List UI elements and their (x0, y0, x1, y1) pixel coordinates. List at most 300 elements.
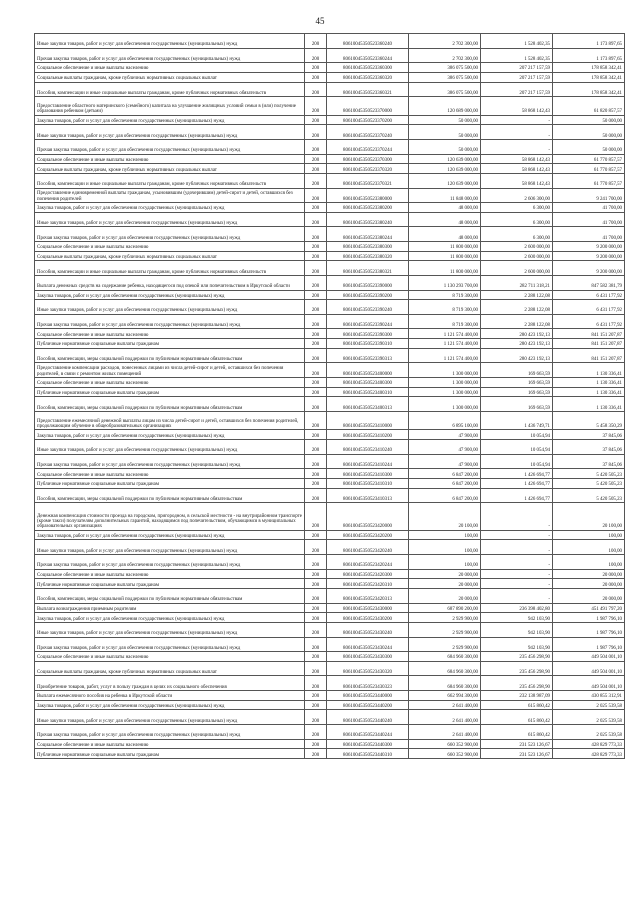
row-classification-code: 80610045350523410244 (327, 454, 409, 469)
row-line-code: 200 (305, 430, 327, 440)
row-unexecuted-amount: 449 504 001,10 (553, 676, 625, 691)
row-name: Выплата вознаграждения приемным родителям (35, 603, 305, 613)
row-executed-amount: 236 398 402,80 (481, 603, 553, 613)
table-row (35, 203, 625, 213)
row-name: Публичные нормативные социальные выплаты гражданам (35, 479, 305, 489)
row-approved-amount: 6 847 200,00 (409, 488, 481, 503)
row-name: Публичные нормативные социальные выплаты гражданам (35, 749, 305, 759)
row-name: Социальное обеспечение и иные выплаты населению (35, 329, 305, 339)
row-classification-code: 80610045350523370200 (327, 115, 409, 125)
row-classification-code: 80610045350523420000 (327, 503, 409, 531)
row-line-code: 200 (305, 251, 327, 261)
row-approved-amount: 48 000,00 (409, 212, 481, 227)
row-unexecuted-amount: 1 987 796,10 (553, 613, 625, 623)
row-approved-amount: 1 121 574 400,00 (409, 339, 481, 349)
row-unexecuted-amount: 2 025 539,58 (553, 710, 625, 725)
row-classification-code: 80610045350523440240 (327, 710, 409, 725)
row-executed-amount: 615 860,42 (481, 725, 553, 740)
row-executed-amount: 169 663,59 (481, 363, 553, 378)
row-name: Закупка товаров, работ и услуг для обеспечения государственных (муниципальных) нужд (35, 700, 305, 710)
table-row (35, 676, 625, 691)
row-line-code: 200 (305, 710, 327, 725)
table-row (35, 637, 625, 652)
table-row (35, 154, 625, 164)
row-line-code: 200 (305, 454, 327, 469)
row-classification-code: 80610045350523370321 (327, 173, 409, 188)
row-unexecuted-amount: 61 770 857,57 (553, 154, 625, 164)
row-classification-code: 80610045350523420300 (327, 569, 409, 579)
row-approved-amount: 2 641 400,00 (409, 700, 481, 710)
row-line-code: 200 (305, 397, 327, 412)
row-name: Закупка товаров, работ и услуг для обеспечения государственных (муниципальных) нужд (35, 115, 305, 125)
row-unexecuted-amount: 20 000,00 (553, 579, 625, 589)
row-executed-amount: 280 423 192,13 (481, 329, 553, 339)
row-classification-code: 80610045350523390313 (327, 348, 409, 363)
row-unexecuted-amount: 61 770 857,57 (553, 164, 625, 174)
row-classification-code: 80610045350523430323 (327, 676, 409, 691)
row-approved-amount: 8 719 300,00 (409, 290, 481, 300)
row-executed-amount: 6 300,00 (481, 212, 553, 227)
row-line-code: 200 (305, 154, 327, 164)
row-classification-code: 80610045350523380240 (327, 212, 409, 227)
row-approved-amount: 687 890 200,00 (409, 603, 481, 613)
row-name: Прочая закупка товаров, работ и услуг для обеспечения государственных (муниципальных) нужд (35, 555, 305, 570)
row-executed-amount: 1 426 694,77 (481, 479, 553, 489)
row-name: Социальное обеспечение и иные выплаты населению (35, 63, 305, 73)
row-unexecuted-amount: 100,00 (553, 555, 625, 570)
row-classification-code: 80610045350523380321 (327, 261, 409, 276)
table-row (35, 691, 625, 701)
row-classification-code: 80610045350523440244 (327, 725, 409, 740)
row-executed-amount: 231 523 126,67 (481, 739, 553, 749)
row-line-code: 200 (305, 652, 327, 662)
table-row (35, 227, 625, 242)
row-line-code: 200 (305, 314, 327, 329)
row-executed-amount: 1 426 694,77 (481, 469, 553, 479)
row-approved-amount: 2 641 400,00 (409, 725, 481, 740)
row-executed-amount: 2 288 122,08 (481, 290, 553, 300)
row-classification-code: 80610045350523430300 (327, 652, 409, 662)
row-approved-amount: 100,00 (409, 555, 481, 570)
table-body (35, 34, 625, 759)
row-unexecuted-amount: 9 200 000,00 (553, 261, 625, 276)
row-classification-code: 80610045350523360244 (327, 48, 409, 63)
row-unexecuted-amount: 178 858 342,41 (553, 72, 625, 82)
table-row (35, 555, 625, 570)
row-executed-amount: - (481, 569, 553, 579)
row-unexecuted-amount: 100,00 (553, 540, 625, 555)
row-line-code: 200 (305, 203, 327, 213)
row-classification-code: 80610045350523360240 (327, 34, 409, 49)
row-approved-amount: 20 000,00 (409, 589, 481, 604)
row-approved-amount: 1 300 000,00 (409, 397, 481, 412)
row-approved-amount: 47 900,00 (409, 440, 481, 455)
row-line-code: 200 (305, 440, 327, 455)
row-executed-amount: 280 423 192,13 (481, 339, 553, 349)
row-classification-code: 80610045350523380320 (327, 251, 409, 261)
row-executed-amount: 169 663,59 (481, 377, 553, 387)
row-unexecuted-amount: 841 151 207,87 (553, 348, 625, 363)
table-row (35, 363, 625, 378)
row-classification-code: 80610045350523390240 (327, 300, 409, 315)
row-unexecuted-amount: 6 431 177,92 (553, 290, 625, 300)
row-executed-amount: 280 423 192,13 (481, 348, 553, 363)
row-unexecuted-amount: 1 130 336,41 (553, 397, 625, 412)
row-unexecuted-amount: 100,00 (553, 530, 625, 540)
table-row (35, 212, 625, 227)
row-executed-amount: 6 300,00 (481, 227, 553, 242)
row-line-code: 200 (305, 569, 327, 579)
row-unexecuted-amount: 6 431 177,92 (553, 300, 625, 315)
row-executed-amount: 58 868 142,43 (481, 154, 553, 164)
row-approved-amount: 20 100,00 (409, 503, 481, 531)
row-classification-code: 80610045350523420200 (327, 530, 409, 540)
row-name: Пособия, компенсации и иные социальные выплаты гражданам, кроме публичных нормативных обязательств (35, 261, 305, 276)
row-approved-amount: 100,00 (409, 540, 481, 555)
table-row (35, 540, 625, 555)
page-number: 45 (315, 16, 325, 26)
row-unexecuted-amount: 449 504 001,10 (553, 652, 625, 662)
row-line-code: 200 (305, 377, 327, 387)
row-unexecuted-amount: 1 130 336,41 (553, 387, 625, 397)
row-line-code: 200 (305, 579, 327, 589)
row-name: Публичные нормативные социальные выплаты гражданам (35, 579, 305, 589)
table-row (35, 652, 625, 662)
table-row (35, 397, 625, 412)
row-classification-code: 80610045350523420310 (327, 579, 409, 589)
row-executed-amount: - (481, 125, 553, 140)
table-row (35, 613, 625, 623)
row-name: Социальное обеспечение и иные выплаты населению (35, 569, 305, 579)
row-name: Иные закупки товаров, работ и услуг для обеспечения государственных (муниципальных) нужд (35, 34, 305, 49)
row-approved-amount: 2 641 400,00 (409, 710, 481, 725)
row-approved-amount: 2 702 300,00 (409, 48, 481, 63)
row-approved-amount: 684 960 300,00 (409, 661, 481, 676)
row-classification-code: 80610045350523370244 (327, 139, 409, 154)
row-name: Прочая закупка товаров, работ и услуг для обеспечения государственных (муниципальных) нужд (35, 139, 305, 154)
row-approved-amount: 50 000,00 (409, 125, 481, 140)
row-line-code: 200 (305, 749, 327, 759)
row-name: Пособия, компенсации и иные социальные выплаты гражданам, кроме публичных нормативных обязательств (35, 82, 305, 97)
row-approved-amount: 11 800 000,00 (409, 261, 481, 276)
row-executed-amount: 2 600 000,00 (481, 241, 553, 251)
budget-execution-table (34, 33, 625, 759)
row-approved-amount: 6 895 100,00 (409, 411, 481, 430)
row-approved-amount: 11 800 000,00 (409, 241, 481, 251)
row-classification-code: 80610045350523400300 (327, 377, 409, 387)
row-unexecuted-amount: 9 200 000,00 (553, 241, 625, 251)
table-row (35, 261, 625, 276)
row-executed-amount: 235 456 298,90 (481, 661, 553, 676)
row-line-code: 200 (305, 488, 327, 503)
table-row (35, 63, 625, 73)
row-executed-amount: 58 868 142,43 (481, 97, 553, 116)
row-name: Иные закупки товаров, работ и услуг для обеспечения государственных (муниципальных) нужд (35, 710, 305, 725)
row-unexecuted-amount: 1 987 796,10 (553, 623, 625, 638)
row-line-code: 200 (305, 503, 327, 531)
row-name: Социальные выплаты гражданам, кроме публичных нормативных социальных выплат (35, 661, 305, 676)
row-line-code: 200 (305, 173, 327, 188)
row-classification-code: 80610045350523360321 (327, 82, 409, 97)
row-unexecuted-amount: 50 000,00 (553, 115, 625, 125)
row-approved-amount: 120 639 000,00 (409, 154, 481, 164)
row-approved-amount: 1 300 000,00 (409, 363, 481, 378)
row-unexecuted-amount: 5 420 505,23 (553, 469, 625, 479)
table-row (35, 579, 625, 589)
row-name: Выплата денежных средств на содержание ребенка, находящегося под опекой или попечительством в Иркутской области (35, 275, 305, 290)
row-classification-code: 80610045350523440000 (327, 691, 409, 701)
table-row (35, 300, 625, 315)
row-unexecuted-amount: 41 700,00 (553, 203, 625, 213)
row-name: Денежная компенсация стоимости проезда на городском, пригородном, в сельской местности - на внутрирайонном транспорте (кроме такси) получателям дополнительных гарантий, находящимся под попечительством, обучающимся в муниципальных образовательных организациях (35, 503, 305, 531)
row-name: Прочая закупка товаров, работ и услуг для обеспечения государственных (муниципальных) нужд (35, 48, 305, 63)
table-row (35, 97, 625, 116)
row-executed-amount: 169 663,59 (481, 397, 553, 412)
row-executed-amount: - (481, 589, 553, 604)
row-line-code: 200 (305, 603, 327, 613)
row-name: Пособия, компенсации, меры социальной поддержки по публичным нормативным обязательствам (35, 397, 305, 412)
row-classification-code: 80610045350523430240 (327, 623, 409, 638)
row-unexecuted-amount: 41 700,00 (553, 212, 625, 227)
row-line-code: 200 (305, 212, 327, 227)
row-classification-code: 80610045350523420313 (327, 589, 409, 604)
row-name: Иные закупки товаров, работ и услуг для обеспечения государственных (муниципальных) нужд (35, 440, 305, 455)
table-row (35, 139, 625, 154)
row-name: Социальное обеспечение и иные выплаты населению (35, 469, 305, 479)
row-approved-amount: 11 848 000,00 (409, 188, 481, 203)
row-classification-code: 80610045350523360300 (327, 63, 409, 73)
table-row (35, 173, 625, 188)
row-approved-amount: 684 960 300,00 (409, 652, 481, 662)
row-line-code: 200 (305, 241, 327, 251)
row-line-code: 200 (305, 348, 327, 363)
row-name: Закупка товаров, работ и услуг для обеспечения государственных (муниципальных) нужд (35, 430, 305, 440)
row-approved-amount: 50 000,00 (409, 139, 481, 154)
row-classification-code: 80610045350523400313 (327, 397, 409, 412)
row-approved-amount: 1 121 574 400,00 (409, 348, 481, 363)
row-executed-amount: 1 436 749,71 (481, 411, 553, 430)
row-unexecuted-amount: 37 845,06 (553, 430, 625, 440)
row-classification-code: 80610045350523390200 (327, 290, 409, 300)
row-executed-amount: - (481, 115, 553, 125)
row-name: Социальные выплаты гражданам, кроме публичных нормативных социальных выплат (35, 72, 305, 82)
row-classification-code: 80610045350523370300 (327, 154, 409, 164)
table-row (35, 739, 625, 749)
table-row (35, 241, 625, 251)
row-line-code: 200 (305, 661, 327, 676)
row-line-code: 200 (305, 300, 327, 315)
row-classification-code: 80610045350523390300 (327, 329, 409, 339)
row-line-code: 200 (305, 691, 327, 701)
row-unexecuted-amount: 61 770 857,57 (553, 173, 625, 188)
row-name: Пособия, компенсации, меры социальной поддержки по публичным нормативным обязательствам (35, 348, 305, 363)
table-row (35, 188, 625, 203)
row-name: Прочая закупка товаров, работ и услуг для обеспечения государственных (муниципальных) нужд (35, 454, 305, 469)
row-name: Приобретение товаров, работ, услуг в пользу граждан в целях их социального обеспечения (35, 676, 305, 691)
row-executed-amount: 2 600 000,00 (481, 261, 553, 276)
row-executed-amount: 207 217 157,59 (481, 72, 553, 82)
row-approved-amount: 8 719 300,00 (409, 300, 481, 315)
row-executed-amount: - (481, 555, 553, 570)
row-executed-amount: 207 217 157,59 (481, 63, 553, 73)
table-row (35, 661, 625, 676)
row-unexecuted-amount: 428 829 773,33 (553, 739, 625, 749)
row-line-code: 200 (305, 613, 327, 623)
row-line-code: 200 (305, 700, 327, 710)
row-classification-code: 80610045350523390000 (327, 275, 409, 290)
row-name: Выплата ежемесячного пособия на ребенка в Иркутской области (35, 691, 305, 701)
row-approved-amount: 48 000,00 (409, 203, 481, 213)
row-unexecuted-amount: 5 420 505,23 (553, 488, 625, 503)
row-line-code: 200 (305, 125, 327, 140)
row-line-code: 200 (305, 329, 327, 339)
table-row (35, 488, 625, 503)
row-name: Пособия, компенсации и иные социальные выплаты гражданам, кроме публичных нормативных обязательств (35, 173, 305, 188)
row-classification-code: 80610045350523380000 (327, 188, 409, 203)
table-row (35, 387, 625, 397)
row-line-code: 200 (305, 339, 327, 349)
row-unexecuted-amount: 1 130 336,41 (553, 363, 625, 378)
row-classification-code: 80610045350523440300 (327, 739, 409, 749)
row-approved-amount: 662 994 300,00 (409, 691, 481, 701)
row-line-code: 200 (305, 82, 327, 97)
row-executed-amount: 282 711 318,21 (481, 275, 553, 290)
row-executed-amount: 615 860,42 (481, 700, 553, 710)
table-row (35, 569, 625, 579)
table-row (35, 700, 625, 710)
row-unexecuted-amount: 50 000,00 (553, 139, 625, 154)
row-classification-code: 80610045350523360320 (327, 72, 409, 82)
row-approved-amount: 2 929 900,00 (409, 613, 481, 623)
row-line-code: 200 (305, 275, 327, 290)
row-unexecuted-amount: 50 000,00 (553, 125, 625, 140)
row-line-code: 200 (305, 469, 327, 479)
row-line-code: 200 (305, 530, 327, 540)
row-executed-amount: 58 868 142,43 (481, 173, 553, 188)
row-unexecuted-amount: 1 173 897,65 (553, 34, 625, 49)
row-approved-amount: 2 702 300,00 (409, 34, 481, 49)
row-classification-code: 80610045350523410000 (327, 411, 409, 430)
row-name: Иные закупки товаров, работ и услуг для обеспечения государственных (муниципальных) нужд (35, 623, 305, 638)
row-line-code: 200 (305, 290, 327, 300)
table-row (35, 115, 625, 125)
row-classification-code: 80610045350523440310 (327, 749, 409, 759)
table-row (35, 710, 625, 725)
row-classification-code: 80610045350523420244 (327, 555, 409, 570)
row-classification-code: 80610045350523430000 (327, 603, 409, 613)
row-approved-amount: 100,00 (409, 530, 481, 540)
row-line-code: 200 (305, 188, 327, 203)
row-name: Социальные выплаты гражданам, кроме публичных нормативных социальных выплат (35, 164, 305, 174)
row-name: Социальное обеспечение и иные выплаты населению (35, 739, 305, 749)
row-approved-amount: 48 000,00 (409, 227, 481, 242)
row-name: Прочая закупка товаров, работ и услуг для обеспечения государственных (муниципальных) нужд (35, 314, 305, 329)
row-name: Предоставление единовременной выплаты гражданам, усыновившим (удочерившим) детей-сирот и детей, оставшихся без попечения родителей (35, 188, 305, 203)
row-name: Пособия, компенсации, меры социальной поддержки по публичным нормативным обязательствам (35, 488, 305, 503)
row-executed-amount: 10 054,94 (481, 454, 553, 469)
row-classification-code: 80610045350523410240 (327, 440, 409, 455)
row-line-code: 200 (305, 555, 327, 570)
table-row (35, 440, 625, 455)
row-line-code: 200 (305, 637, 327, 652)
row-executed-amount: - (481, 139, 553, 154)
row-approved-amount: 20 000,00 (409, 569, 481, 579)
row-classification-code: 80610045350523430244 (327, 637, 409, 652)
row-approved-amount: 386 075 500,00 (409, 63, 481, 73)
row-executed-amount: 1 528 402,35 (481, 34, 553, 49)
row-executed-amount: 1 426 694,77 (481, 488, 553, 503)
row-name: Прочая закупка товаров, работ и услуг для обеспечения государственных (муниципальных) нужд (35, 725, 305, 740)
table-row (35, 479, 625, 489)
row-unexecuted-amount: 847 582 381,79 (553, 275, 625, 290)
row-executed-amount: 58 868 142,43 (481, 164, 553, 174)
row-unexecuted-amount: 20 100,00 (553, 503, 625, 531)
row-classification-code: 80610045350523380200 (327, 203, 409, 213)
row-name: Закупка товаров, работ и услуг для обеспечения государственных (муниципальных) нужд (35, 290, 305, 300)
table-row (35, 164, 625, 174)
row-approved-amount: 11 800 000,00 (409, 251, 481, 261)
table-row (35, 725, 625, 740)
table-row (35, 377, 625, 387)
row-classification-code: 80610045350523430200 (327, 613, 409, 623)
row-unexecuted-amount: 1 130 336,41 (553, 377, 625, 387)
table-row (35, 589, 625, 604)
row-approved-amount: 6 847 200,00 (409, 479, 481, 489)
row-name: Иные закупки товаров, работ и услуг для обеспечения государственных (муниципальных) нужд (35, 300, 305, 315)
row-executed-amount: - (481, 530, 553, 540)
row-name: Иные закупки товаров, работ и услуг для обеспечения государственных (муниципальных) нужд (35, 125, 305, 140)
row-unexecuted-amount: 2 025 539,58 (553, 725, 625, 740)
row-name: Закупка товаров, работ и услуг для обеспечения государственных (муниципальных) нужд (35, 613, 305, 623)
row-line-code: 200 (305, 739, 327, 749)
row-approved-amount: 47 900,00 (409, 454, 481, 469)
row-classification-code: 80610045350523370320 (327, 164, 409, 174)
row-line-code: 200 (305, 589, 327, 604)
row-executed-amount: 1 528 402,35 (481, 48, 553, 63)
row-line-code: 200 (305, 725, 327, 740)
row-executed-amount: 235 456 298,90 (481, 676, 553, 691)
row-unexecuted-amount: 20 000,00 (553, 569, 625, 579)
table-row (35, 603, 625, 613)
row-executed-amount: 942 103,90 (481, 613, 553, 623)
row-executed-amount: 2 606 300,00 (481, 188, 553, 203)
row-executed-amount: 6 300,00 (481, 203, 553, 213)
row-approved-amount: 1 130 293 700,00 (409, 275, 481, 290)
row-approved-amount: 660 352 900,00 (409, 739, 481, 749)
row-line-code: 200 (305, 97, 327, 116)
table-row (35, 48, 625, 63)
row-executed-amount: - (481, 540, 553, 555)
row-classification-code: 80610045350523410313 (327, 488, 409, 503)
table-row (35, 454, 625, 469)
row-classification-code: 80610045350523430320 (327, 661, 409, 676)
row-name: Иные закупки товаров, работ и услуг для обеспечения государственных (муниципальных) нужд (35, 540, 305, 555)
row-approved-amount: 386 075 500,00 (409, 82, 481, 97)
row-unexecuted-amount: 451 491 797,20 (553, 603, 625, 613)
row-line-code: 200 (305, 34, 327, 49)
row-approved-amount: 120 689 000,00 (409, 97, 481, 116)
row-executed-amount: 235 456 298,90 (481, 652, 553, 662)
table-row (35, 275, 625, 290)
row-name: Публичные нормативные социальные выплаты гражданам (35, 387, 305, 397)
row-approved-amount: 1 300 000,00 (409, 377, 481, 387)
row-name: Социальное обеспечение и иные выплаты населению (35, 377, 305, 387)
row-executed-amount: 942 103,90 (481, 623, 553, 638)
row-name: Социальное обеспечение и иные выплаты населению (35, 154, 305, 164)
row-approved-amount: 1 121 574 400,00 (409, 329, 481, 339)
row-approved-amount: 50 000,00 (409, 115, 481, 125)
row-line-code: 200 (305, 227, 327, 242)
